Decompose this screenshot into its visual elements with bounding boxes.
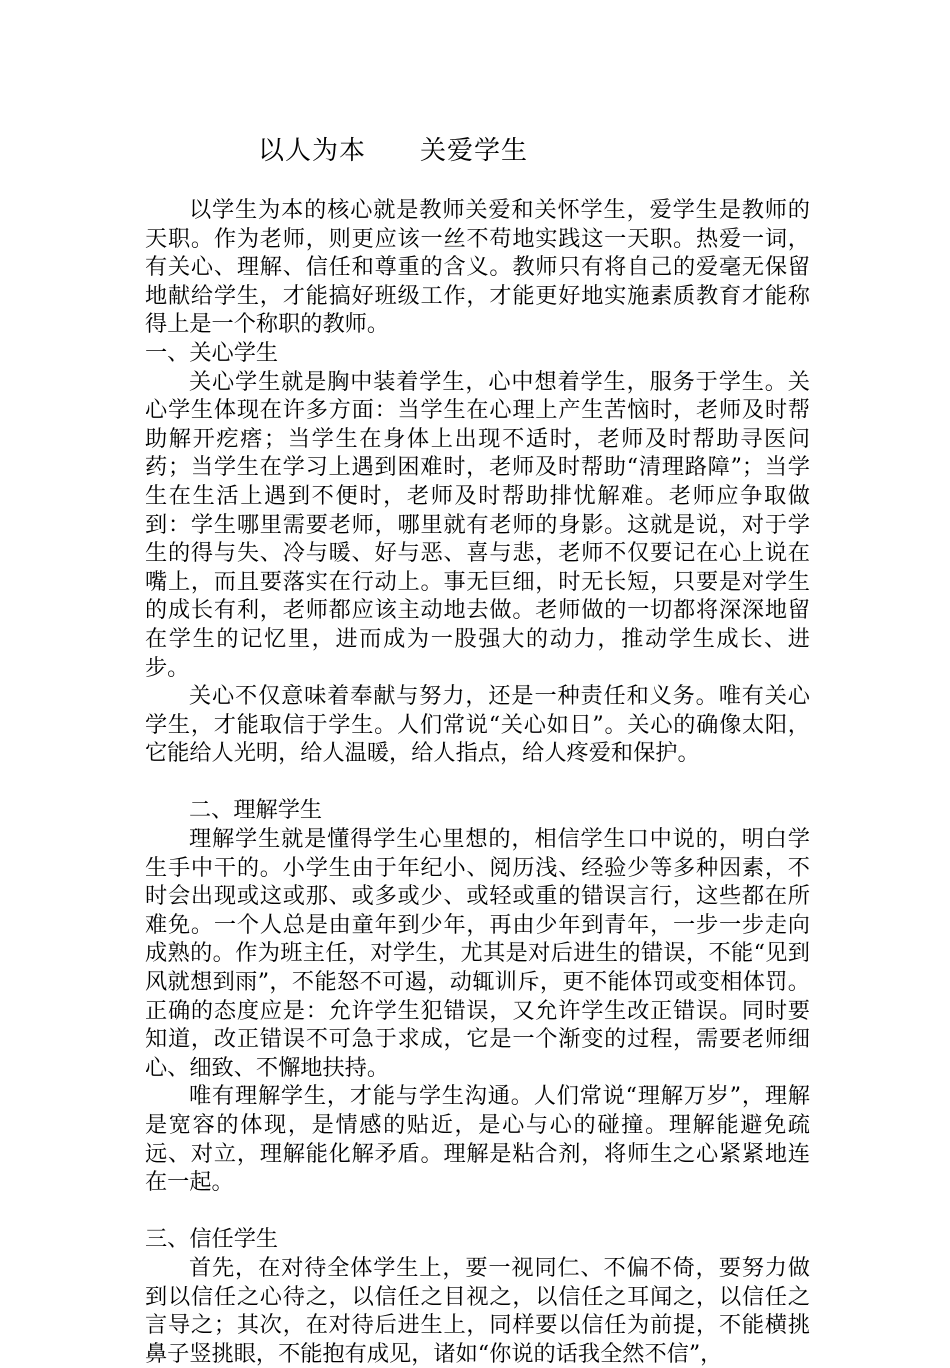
section-heading-understand: 二、理解学生 [189, 797, 323, 824]
care-paragraph-1: 关心学生就是胸中装着学生，心中想着学生，服务于学生。关心学生体现在许多方面：当学生在心理上产生苦恼时，老师及时帮助解开疙瘩；当学生在身体上出现不适时，老师及时帮助寻医问药；当学生在学习上遇到困难时，老师及时帮助“清理路障”；当学生在生活上遇到不便时，老师及时帮助排忧解难。老师应争取做到：学生哪里需要老师，哪里就有老师的身影。这就是说，对于学生的得与失、冷与暖、好与恶、喜与悲，老师不仅要记在心上说在嘴上，而且要落实在行动上。事无巨细，时无长短，只要是对学生的成长有利，老师都应该主动地去做。老师做的一切都将深深地留在学生的记忆里，进而成为一股强大的动力，推动学生成长、进步。 [145, 368, 810, 681]
section-heading-trust: 三、信任学生 [145, 1226, 279, 1253]
care-paragraph-2: 关心不仅意味着奉献与努力，还是一种责任和义务。唯有关心学生，才能取信于学生。人们常说“关心如日”。关心的确像太阳，它能给人光明，给人温暖，给人指点，给人疼爱和保护。 [145, 683, 810, 767]
blank-line [145, 1197, 810, 1226]
document-body [145, 196, 810, 1368]
intro-paragraph: 以学生为本的核心就是教师关爱和关怀学生，爱学生是教师的天职。作为老师，则更应该一丝不苟地实践这一天职。热爱一词，有关心、理解、信任和尊重的含义。教师只有将自己的爱毫无保留地献给学生，才能搞好班级工作，才能更好地实施素质教育才能称得上是一个称职的教师。 [145, 197, 810, 338]
understand-paragraph-1: 理解学生就是懂得学生心里想的，相信学生口中说的，明白学生手中干的。小学生由于年纪小、阅历浅、经验少等多种因素，不时会出现或这或那、或多或少、或轻或重的错误言行，这些都在所难免。一个人总是由童年到少年，再由少年到青年，一步一步走向成熟的。作为班主任，对学生，尤其是对后进生的错误，不能“见到风就想到雨”，不能怒不可遏，动辄训斥，更不能体罚或变相体罚。正确的态度应是：允许学生犯错误，又允许学生改正错误。同时要知道，改正错误不可急于求成，它是一个渐变的过程，需要老师细心、细致、不懈地扶持。 [145, 826, 810, 1081]
understand-paragraph-2: 唯有理解学生，才能与学生沟通。人们常说“理解万岁”，理解是宽容的体现，是情感的贴近，是心与心的碰撞。理解能避免疏远、对立，理解能化解矛盾。理解是粘合剂，将师生之心紧紧地连在一起。 [145, 1083, 810, 1196]
trust-paragraph-1: 首先，在对待全体学生上，要一视同仁、不偏不倚，要努力做到以信任之心待之，以信任之目视之，以信任之耳闻之，以信任之言导之；其次，在对待后进生上，同样要以信任为前提，不能横挑鼻子竖挑眼，不能抱有成见，诸如“你说的话我全然不信”， [145, 1254, 810, 1367]
document-title: 以人为本 关爱学生 [258, 136, 529, 166]
blank-line [145, 768, 810, 797]
section-heading-care: 一、关心学生 [145, 339, 279, 366]
